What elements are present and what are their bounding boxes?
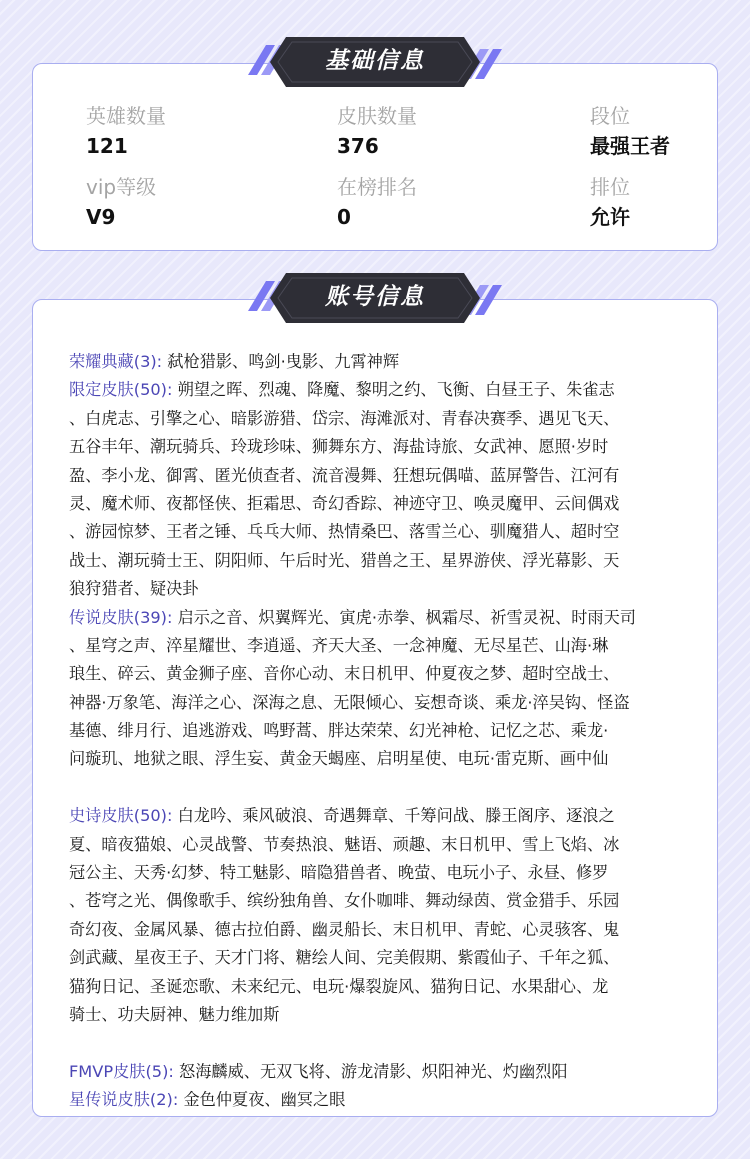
- skin-names-text: 金色仲夏夜、幽冥之眼: [178, 1090, 346, 1110]
- skin-names-text: 战士、潮玩骑士王、阴阳师、午后时光、猎兽之王、星界游侠、浮光幕影、天: [69, 550, 620, 570]
- skin-category-label: 星传说皮肤(2):: [69, 1090, 179, 1110]
- hero-count-label: 英雄数量: [86, 104, 166, 128]
- vip-level-value: V9: [86, 205, 116, 229]
- skin-names-text: 冠公主、天秀·幻梦、特工魅影、暗隐猎兽者、晚萤、电玩小子、永昼、修罗: [69, 863, 609, 883]
- leaderboard-rank-value: 0: [337, 205, 351, 229]
- skin-list-line: [69, 433, 694, 461]
- skin-names-text: 、游园惊梦、王者之锤、乓乓大师、热情桑巴、落雪兰心、驯魔猎人、超时空: [69, 522, 620, 542]
- skin-list-line: [69, 973, 694, 1001]
- skin-list-line: [69, 859, 694, 887]
- vip-level-label: vip等级: [86, 175, 157, 199]
- rank-tier-field: [590, 102, 750, 160]
- hero-count-value: 121: [86, 134, 128, 158]
- skin-category-label: 传说皮肤(39):: [69, 607, 173, 627]
- section-spacer: [69, 1029, 694, 1057]
- skin-names-text: 奇幻夜、金属风暴、德古拉伯爵、幽灵船长、末日机甲、青蛇、心灵骇客、鬼: [69, 919, 620, 939]
- skin-names-text: 剑武藏、星夜王子、天才门将、糖绘人间、完美假期、紫霞仙子、千年之狐、: [69, 948, 620, 968]
- skin-category-label: 限定皮肤(50):: [69, 380, 173, 400]
- skin-list-line: [69, 1086, 694, 1114]
- skin-count-field: [337, 102, 537, 160]
- skin-names-text: 灵、魔术师、夜都怪侠、拒霜思、奇幻香踪、神迹守卫、唤灵魔甲、云间偶戏: [69, 493, 620, 513]
- section-spacer: [69, 774, 694, 802]
- basic-info-card: [32, 63, 718, 251]
- skin-names-text: 五谷丰年、潮玩骑兵、玲珑珍味、狮舞东方、海盐诗旅、女武神、愿照·岁时: [69, 437, 609, 457]
- skin-list-line: [69, 660, 694, 688]
- skin-list-line: [69, 887, 694, 915]
- skin-names-text: 朔望之晖、烈魂、降魔、黎明之约、飞衡、白昼王子、朱雀志: [172, 380, 615, 400]
- skin-list-line: [69, 575, 694, 603]
- rank-tier-label: 段位: [590, 104, 630, 128]
- skin-list-line: [69, 689, 694, 717]
- vip-level-field: [86, 173, 286, 231]
- skin-list-line: [69, 462, 694, 490]
- skin-names-text: 神器·万象笔、海洋之心、深海之息、无限倾心、妄想奇谈、乘龙·淬吴钩、怪盗: [69, 692, 630, 712]
- skin-list-line: [69, 490, 694, 518]
- skin-names-text: 弑枪猎影、鸣剑·曳影、九霄神辉: [162, 352, 400, 371]
- skin-names-text: 启示之音、炽翼辉光、寅虎·赤拳、枫霜尽、祈雪灵祝、时雨天司: [172, 607, 636, 627]
- rank-tier-value: 最强王者: [590, 134, 670, 158]
- skin-list-line: [69, 831, 694, 859]
- ranked-mode-field: [590, 173, 750, 231]
- leaderboard-rank-label: 在榜排名: [337, 175, 417, 199]
- skin-names-text: 骑士、功夫厨神、魅力维加斯: [69, 1004, 280, 1024]
- skin-names-text: 基德、绯月行、追逃游戏、鸣野蒿、胖达荣荣、幻光神枪、记忆之芯、乘龙·: [69, 721, 609, 741]
- skin-list-line: [69, 1058, 694, 1086]
- skin-names-text: 、白虎志、引擎之心、暗影游猎、岱宗、海滩派对、青春决赛季、遇见飞天、: [69, 408, 620, 428]
- basic-info-title: 基础信息: [325, 48, 425, 74]
- skin-list-line: [69, 518, 694, 546]
- account-info-banner: [248, 273, 502, 323]
- skin-list-line: [69, 632, 694, 660]
- ranked-mode-value: 允许: [590, 205, 630, 229]
- skin-list-line: [69, 405, 694, 433]
- skin-names-text: 猫狗日记、圣诞恋歌、未来纪元、电玩·爆裂旋风、猫狗日记、水果甜心、龙: [69, 976, 609, 996]
- skin-names-text: 、星穹之声、淬星耀世、李逍遥、齐天大圣、一念神魔、无尽星芒、山海·琳: [69, 635, 609, 655]
- skin-category-label: FMVP皮肤(5):: [69, 1061, 174, 1081]
- skin-list-line: [69, 717, 694, 745]
- skin-names-text: 狼狩猎者、疑决卦: [69, 579, 199, 599]
- ranked-mode-label: 排位: [590, 175, 630, 199]
- skin-count-label: 皮肤数量: [337, 104, 417, 128]
- skin-names-text: 盈、李小龙、御霄、匿光侦查者、流音漫舞、狂想玩偶喵、蓝屏警告、江河有: [69, 465, 620, 485]
- skin-names-text: 怒海麟威、无双飞将、游龙清影、炽阳神光、灼幽烈阳: [173, 1061, 568, 1081]
- skin-list-line: [69, 604, 694, 632]
- skin-names-text: 琅生、碎云、黄金狮子座、音你心动、末日机甲、仲夏夜之梦、超时空战士、: [69, 664, 620, 684]
- account-skin-list: [69, 348, 694, 1115]
- skin-count-value: 376: [337, 134, 379, 158]
- leaderboard-rank-field: [337, 173, 537, 231]
- skin-list-line: [69, 348, 694, 376]
- skin-list-line: [69, 376, 694, 404]
- skin-list-line: [69, 916, 694, 944]
- account-info-card: [32, 299, 718, 1117]
- skin-list-line: [69, 1001, 694, 1029]
- skin-names-text: 问璇玑、地狱之眼、浮生妄、黄金天蝎座、启明星使、电玩·雷克斯、画中仙: [69, 749, 609, 769]
- hero-count-field: [86, 102, 286, 160]
- account-info-title: 账号信息: [325, 284, 425, 310]
- skin-category-label: 荣耀典藏(3):: [69, 352, 163, 371]
- skin-category-label: 史诗皮肤(50):: [69, 806, 173, 826]
- skin-names-text: 白龙吟、乘风破浪、奇遇舞章、千筹问战、滕王阁序、逐浪之: [172, 806, 615, 826]
- skin-names-text: 、苍穹之光、偶像歌手、缤纷独角兽、女仆咖啡、舞动绿茵、赏金猎手、乐园: [69, 891, 620, 911]
- basic-info-banner: [248, 37, 502, 87]
- skin-names-text: 夏、暗夜猫娘、心灵战警、节奏热浪、魅语、顽趣、末日机甲、雪上飞焰、冰: [69, 834, 620, 854]
- skin-list-line: [69, 944, 694, 972]
- skin-list-line: [69, 802, 694, 830]
- skin-list-line: [69, 547, 694, 575]
- skin-list-line: [69, 745, 694, 773]
